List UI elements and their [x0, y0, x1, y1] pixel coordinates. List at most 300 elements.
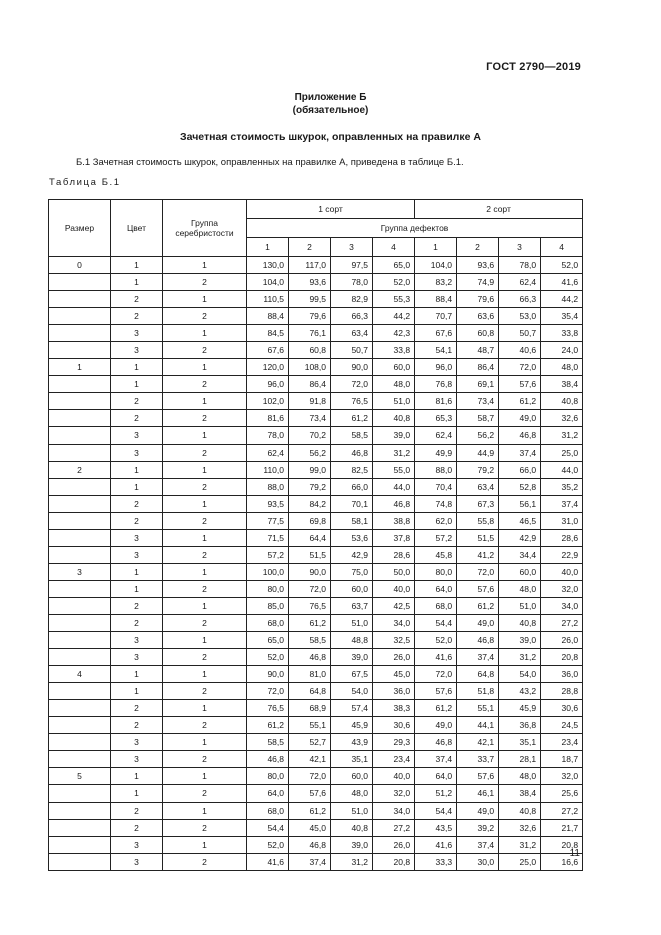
cell-silver-group: 2 [163, 683, 247, 700]
cell-price: 42,3 [373, 325, 415, 342]
cell-price: 43,2 [499, 683, 541, 700]
table-row [49, 819, 583, 836]
cell-price: 31,2 [373, 444, 415, 461]
cell-size [49, 410, 111, 427]
header-defect-col: 3 [499, 238, 541, 257]
cell-color: 1 [111, 580, 163, 597]
cell-price: 44,0 [373, 478, 415, 495]
cell-silver-group: 2 [163, 546, 247, 563]
cell-price: 28,1 [499, 751, 541, 768]
cell-price: 52,0 [541, 257, 583, 274]
cell-price: 72,0 [415, 666, 457, 683]
cell-size [49, 597, 111, 614]
cell-price: 71,5 [247, 529, 289, 546]
table-row [49, 512, 583, 529]
cell-price: 72,0 [289, 768, 331, 785]
cell-price: 80,0 [247, 580, 289, 597]
cell-price: 48,0 [499, 768, 541, 785]
table-row [49, 580, 583, 597]
cell-silver-group: 2 [163, 580, 247, 597]
cell-color: 3 [111, 632, 163, 649]
cell-price: 93,5 [247, 495, 289, 512]
cell-color: 1 [111, 785, 163, 802]
cell-price: 39,0 [373, 427, 415, 444]
cell-size [49, 291, 111, 308]
cell-price: 46,5 [499, 512, 541, 529]
cell-silver-group: 2 [163, 444, 247, 461]
cell-price: 54,1 [415, 342, 457, 359]
cell-price: 35,4 [541, 308, 583, 325]
cell-price: 31,2 [499, 649, 541, 666]
cell-silver-group: 1 [163, 597, 247, 614]
cell-color: 2 [111, 700, 163, 717]
table-row [49, 359, 583, 376]
cell-price: 55,1 [289, 717, 331, 734]
cell-price: 37,4 [457, 836, 499, 853]
cell-price: 93,6 [457, 257, 499, 274]
table-body [49, 257, 583, 871]
cell-price: 23,4 [373, 751, 415, 768]
cell-price: 55,3 [373, 291, 415, 308]
cell-price: 18,7 [541, 751, 583, 768]
table-row [49, 597, 583, 614]
cell-price: 74,8 [415, 495, 457, 512]
cell-price: 52,0 [415, 632, 457, 649]
annex-heading [0, 91, 661, 117]
cell-silver-group: 2 [163, 717, 247, 734]
cell-size [49, 734, 111, 751]
cell-price: 99,5 [289, 291, 331, 308]
cell-price: 56,1 [499, 495, 541, 512]
cell-size [49, 819, 111, 836]
cell-price: 104,0 [247, 274, 289, 291]
cell-price: 64,0 [415, 580, 457, 597]
cell-price: 76,8 [415, 376, 457, 393]
cell-price: 39,0 [331, 649, 373, 666]
cell-color: 1 [111, 768, 163, 785]
cell-price: 66,0 [331, 478, 373, 495]
cell-size: 3 [49, 563, 111, 580]
cell-price: 37,4 [289, 853, 331, 870]
cell-price: 49,0 [457, 614, 499, 631]
cell-price: 52,0 [247, 649, 289, 666]
cell-silver-group: 2 [163, 308, 247, 325]
cell-price: 49,0 [457, 802, 499, 819]
cell-color: 2 [111, 393, 163, 410]
cell-price: 35,2 [541, 478, 583, 495]
header-grade-2: 2 сорт [415, 200, 583, 219]
cell-price: 42,5 [373, 597, 415, 614]
cell-price: 39,0 [499, 632, 541, 649]
cell-price: 68,9 [289, 700, 331, 717]
cell-price: 48,7 [457, 342, 499, 359]
cell-price: 30,6 [541, 700, 583, 717]
cell-color: 1 [111, 563, 163, 580]
cell-price: 64,4 [289, 529, 331, 546]
header-defect-col: 3 [331, 238, 373, 257]
cell-price: 52,8 [499, 478, 541, 495]
cell-price: 60,8 [457, 325, 499, 342]
cell-price: 41,6 [415, 649, 457, 666]
cell-price: 78,0 [331, 274, 373, 291]
cell-silver-group: 1 [163, 291, 247, 308]
cell-color: 3 [111, 342, 163, 359]
cell-price: 20,8 [541, 836, 583, 853]
cell-price: 61,2 [289, 802, 331, 819]
cell-color: 2 [111, 614, 163, 631]
cell-price: 79,2 [289, 478, 331, 495]
cell-price: 85,0 [247, 597, 289, 614]
cell-size [49, 853, 111, 870]
cell-price: 52,0 [247, 836, 289, 853]
cell-price: 41,6 [415, 836, 457, 853]
cell-price: 58,5 [289, 632, 331, 649]
cell-price: 96,0 [415, 359, 457, 376]
cell-color: 1 [111, 274, 163, 291]
cell-silver-group: 1 [163, 666, 247, 683]
cell-price: 84,5 [247, 325, 289, 342]
cell-price: 40,6 [499, 342, 541, 359]
cell-size [49, 274, 111, 291]
cell-price: 60,0 [499, 563, 541, 580]
cell-price: 40,8 [541, 393, 583, 410]
cell-price: 28,6 [373, 546, 415, 563]
cell-price: 37,4 [457, 649, 499, 666]
cell-price: 86,4 [289, 376, 331, 393]
cell-price: 34,4 [499, 546, 541, 563]
cell-price: 70,2 [289, 427, 331, 444]
cell-price: 66,3 [331, 308, 373, 325]
cell-silver-group: 1 [163, 529, 247, 546]
cell-price: 43,5 [415, 819, 457, 836]
cell-price: 88,0 [415, 461, 457, 478]
cell-price: 37,4 [415, 751, 457, 768]
cell-price: 26,0 [373, 836, 415, 853]
cell-price: 56,2 [457, 427, 499, 444]
cell-price: 66,0 [499, 461, 541, 478]
cell-price: 61,2 [457, 597, 499, 614]
cell-size [49, 512, 111, 529]
cell-price: 41,2 [457, 546, 499, 563]
cell-price: 32,0 [373, 785, 415, 802]
document-code: ГОСТ 2790—2019 [486, 61, 581, 73]
cell-price: 78,0 [499, 257, 541, 274]
cell-price: 73,4 [457, 393, 499, 410]
cell-color: 1 [111, 376, 163, 393]
cell-price: 25,0 [499, 853, 541, 870]
cell-price: 84,2 [289, 495, 331, 512]
cell-price: 55,1 [457, 700, 499, 717]
cell-price: 78,0 [247, 427, 289, 444]
cell-size [49, 376, 111, 393]
cell-price: 33,8 [541, 325, 583, 342]
cell-price: 45,0 [373, 666, 415, 683]
cell-size [49, 632, 111, 649]
cell-price: 48,0 [331, 785, 373, 802]
cell-price: 130,0 [247, 257, 289, 274]
cell-price: 55,0 [373, 461, 415, 478]
cell-price: 41,6 [247, 853, 289, 870]
cell-price: 117,0 [289, 257, 331, 274]
cell-price: 88,0 [247, 478, 289, 495]
cell-price: 27,2 [373, 819, 415, 836]
cell-price: 53,6 [331, 529, 373, 546]
cell-price: 48,0 [499, 580, 541, 597]
table-row [49, 529, 583, 546]
table-row [49, 376, 583, 393]
cell-silver-group: 2 [163, 478, 247, 495]
cell-price: 67,6 [247, 342, 289, 359]
cell-price: 63,7 [331, 597, 373, 614]
cell-price: 90,0 [289, 563, 331, 580]
cell-size [49, 325, 111, 342]
cell-price: 31,2 [331, 853, 373, 870]
cell-price: 51,0 [331, 802, 373, 819]
intro-paragraph: Б.1 Зачетная стоимость шкурок, оправленных на правилке А, приведена в таблице Б.1. [76, 157, 464, 168]
cell-price: 97,5 [331, 257, 373, 274]
cell-price: 39,0 [331, 836, 373, 853]
cell-price: 34,0 [373, 614, 415, 631]
cell-color: 1 [111, 359, 163, 376]
cell-price: 65,3 [415, 410, 457, 427]
cell-size [49, 478, 111, 495]
cell-price: 65,0 [373, 257, 415, 274]
cell-price: 69,1 [457, 376, 499, 393]
cell-price: 53,0 [499, 308, 541, 325]
cell-price: 51,0 [331, 614, 373, 631]
cell-silver-group: 2 [163, 512, 247, 529]
header-defect-col: 4 [541, 238, 583, 257]
cell-color: 2 [111, 308, 163, 325]
cell-price: 37,8 [373, 529, 415, 546]
cell-price: 88,4 [415, 291, 457, 308]
cell-color: 3 [111, 649, 163, 666]
price-table [48, 199, 583, 871]
cell-silver-group: 1 [163, 359, 247, 376]
cell-price: 99,0 [289, 461, 331, 478]
cell-price: 88,4 [247, 308, 289, 325]
cell-price: 73,4 [289, 410, 331, 427]
cell-price: 79,6 [289, 308, 331, 325]
cell-price: 26,0 [541, 632, 583, 649]
header-silver-group: Группа серебристости [163, 200, 247, 257]
table-row [49, 342, 583, 359]
table-row [49, 734, 583, 751]
cell-price: 62,4 [415, 427, 457, 444]
table-label: Таблица Б.1 [49, 177, 121, 188]
header-defect-col: 2 [457, 238, 499, 257]
table-row [49, 802, 583, 819]
cell-price: 60,0 [331, 768, 373, 785]
cell-price: 32,6 [541, 410, 583, 427]
cell-price: 60,8 [289, 342, 331, 359]
cell-price: 83,2 [415, 274, 457, 291]
cell-price: 91,8 [289, 393, 331, 410]
cell-color: 2 [111, 802, 163, 819]
table-row [49, 495, 583, 512]
cell-silver-group: 2 [163, 274, 247, 291]
cell-price: 108,0 [289, 359, 331, 376]
cell-price: 28,6 [541, 529, 583, 546]
cell-color: 3 [111, 751, 163, 768]
cell-price: 49,0 [415, 717, 457, 734]
cell-price: 46,8 [415, 734, 457, 751]
cell-price: 32,5 [373, 632, 415, 649]
cell-price: 20,8 [373, 853, 415, 870]
cell-price: 22,9 [541, 546, 583, 563]
cell-silver-group: 1 [163, 325, 247, 342]
cell-price: 20,8 [541, 649, 583, 666]
header-defect-col: 1 [415, 238, 457, 257]
cell-price: 100,0 [247, 563, 289, 580]
cell-size: 0 [49, 257, 111, 274]
cell-price: 62,0 [415, 512, 457, 529]
cell-size: 5 [49, 768, 111, 785]
cell-size [49, 717, 111, 734]
header-defect-col: 4 [373, 238, 415, 257]
cell-price: 31,0 [541, 512, 583, 529]
cell-price: 54,0 [331, 683, 373, 700]
cell-price: 42,9 [331, 546, 373, 563]
cell-price: 42,9 [499, 529, 541, 546]
cell-price: 48,0 [373, 376, 415, 393]
cell-price: 38,4 [499, 785, 541, 802]
cell-price: 61,2 [247, 717, 289, 734]
cell-size [49, 836, 111, 853]
cell-price: 31,2 [499, 836, 541, 853]
cell-price: 27,2 [541, 802, 583, 819]
cell-price: 58,5 [331, 427, 373, 444]
cell-color: 3 [111, 734, 163, 751]
cell-price: 45,8 [415, 546, 457, 563]
cell-silver-group: 1 [163, 495, 247, 512]
cell-price: 64,8 [289, 683, 331, 700]
cell-price: 102,0 [247, 393, 289, 410]
cell-price: 72,0 [247, 683, 289, 700]
cell-price: 30,6 [373, 717, 415, 734]
cell-price: 33,3 [415, 853, 457, 870]
table-row [49, 546, 583, 563]
table-row [49, 478, 583, 495]
cell-size [49, 444, 111, 461]
annex-status: (обязательное) [292, 105, 369, 116]
cell-color: 3 [111, 546, 163, 563]
table-row [49, 632, 583, 649]
cell-size [49, 308, 111, 325]
cell-price: 32,0 [541, 768, 583, 785]
cell-price: 46,8 [289, 649, 331, 666]
cell-price: 49,9 [415, 444, 457, 461]
cell-price: 43,9 [331, 734, 373, 751]
cell-price: 44,9 [457, 444, 499, 461]
cell-price: 51,8 [457, 683, 499, 700]
cell-price: 80,0 [415, 563, 457, 580]
cell-price: 76,1 [289, 325, 331, 342]
table-row [49, 444, 583, 461]
cell-color: 1 [111, 683, 163, 700]
cell-price: 35,1 [331, 751, 373, 768]
cell-price: 55,8 [457, 512, 499, 529]
cell-price: 29,3 [373, 734, 415, 751]
cell-silver-group: 1 [163, 393, 247, 410]
cell-size [49, 614, 111, 631]
cell-price: 32,6 [499, 819, 541, 836]
cell-price: 39,2 [457, 819, 499, 836]
cell-silver-group: 1 [163, 427, 247, 444]
cell-size [49, 427, 111, 444]
cell-price: 16,6 [541, 853, 583, 870]
cell-price: 45,9 [331, 717, 373, 734]
cell-price: 37,4 [499, 444, 541, 461]
cell-price: 51,2 [415, 785, 457, 802]
cell-color: 3 [111, 444, 163, 461]
cell-price: 44,2 [373, 308, 415, 325]
cell-price: 76,5 [289, 597, 331, 614]
cell-price: 61,2 [331, 410, 373, 427]
table-row [49, 393, 583, 410]
cell-price: 61,2 [289, 614, 331, 631]
cell-size [49, 393, 111, 410]
header-defect-col: 2 [289, 238, 331, 257]
cell-silver-group: 2 [163, 376, 247, 393]
cell-price: 57,2 [247, 546, 289, 563]
header-defect-col: 1 [247, 238, 289, 257]
table-row [49, 410, 583, 427]
table-row [49, 853, 583, 870]
cell-price: 70,7 [415, 308, 457, 325]
cell-size [49, 495, 111, 512]
table-row [49, 666, 583, 683]
cell-price: 50,7 [331, 342, 373, 359]
cell-price: 66,3 [499, 291, 541, 308]
cell-price: 42,1 [289, 751, 331, 768]
cell-price: 67,6 [415, 325, 457, 342]
cell-price: 90,0 [331, 359, 373, 376]
cell-price: 67,3 [457, 495, 499, 512]
cell-size [49, 580, 111, 597]
cell-price: 24,0 [541, 342, 583, 359]
cell-price: 68,0 [247, 614, 289, 631]
cell-price: 72,0 [457, 563, 499, 580]
cell-color: 3 [111, 529, 163, 546]
cell-price: 33,7 [457, 751, 499, 768]
cell-price: 110,5 [247, 291, 289, 308]
cell-color: 2 [111, 291, 163, 308]
cell-price: 45,9 [499, 700, 541, 717]
cell-price: 24,5 [541, 717, 583, 734]
cell-price: 54,4 [415, 802, 457, 819]
cell-silver-group: 1 [163, 461, 247, 478]
cell-price: 27,2 [541, 614, 583, 631]
cell-color: 2 [111, 512, 163, 529]
cell-silver-group: 1 [163, 768, 247, 785]
cell-size [49, 529, 111, 546]
cell-size [49, 649, 111, 666]
cell-price: 57,6 [415, 683, 457, 700]
cell-price: 46,1 [457, 785, 499, 802]
cell-price: 54,0 [499, 666, 541, 683]
cell-price: 52,0 [373, 274, 415, 291]
cell-price: 64,8 [457, 666, 499, 683]
cell-price: 77,5 [247, 512, 289, 529]
cell-price: 79,6 [457, 291, 499, 308]
header-color: Цвет [111, 200, 163, 257]
cell-price: 68,0 [247, 802, 289, 819]
header-size: Размер [49, 200, 111, 257]
cell-silver-group: 2 [163, 342, 247, 359]
cell-price: 45,0 [289, 819, 331, 836]
cell-price: 65,0 [247, 632, 289, 649]
